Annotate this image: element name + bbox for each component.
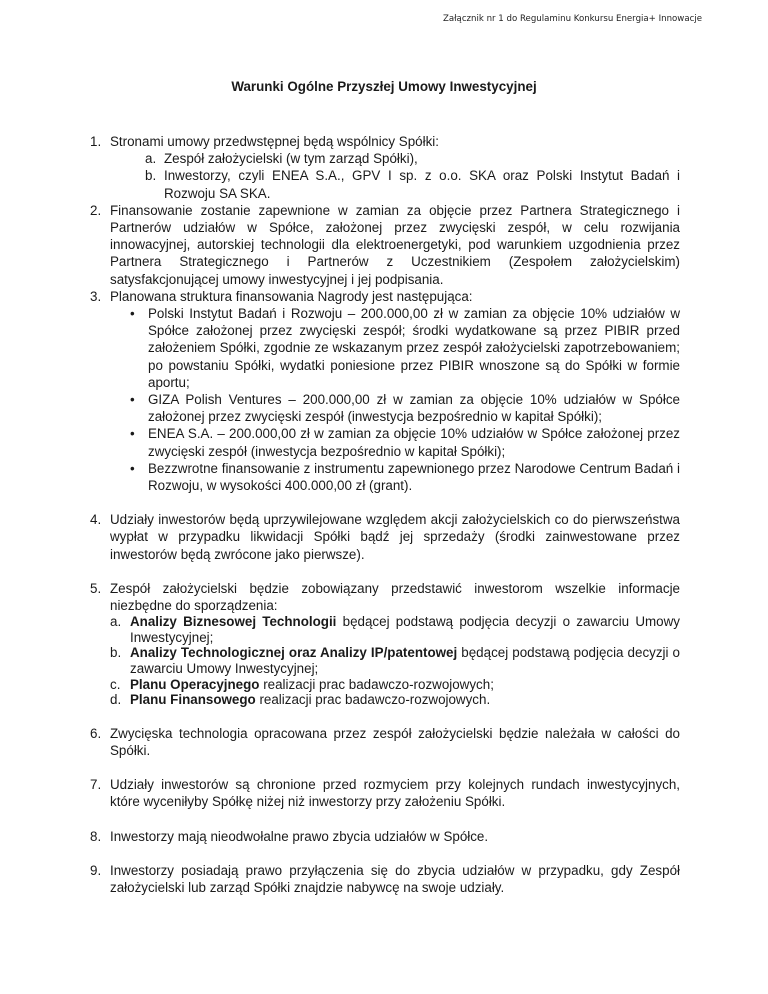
section-text: Zespół założycielski będzie zobowiązany przedstawić inwestorom wszelkie informacje niezbędne do sporządzenia: [110, 580, 680, 614]
sub-item-text: będącej podstawą podjęcia decyzji o zawarciu Umowy Inwestycyjnej; [130, 645, 680, 677]
bullet-text: Bezzwrotne finansowanie z instrumentu zapewnionego przez Narodowe Centrum Badań i Rozwoju, w wysokości 400.000,00 zł (grant). [148, 460, 680, 494]
section-text: Udziały inwestorów są chronione przed rozmyciem przy kolejnych rundach inwestycyjnych, które wyceniłyby Spółkę niżej niż inwestorzy przy założeniu Spółki. [110, 777, 680, 810]
bullet-text: Polski Instytut Badań i Rozwoju – 200.000,00 zł w zamian za objęcie 10% udziałów w Spółce założonej przez zwycięski zespół; środki wydatkowane są przez PIBIR przed założeniem Spółki, zgodnie ze wskazanym przez zespół założycielski zapotrzebowaniem; po powstaniu Spółki, wydatki poniesione przez PIBIR wnoszone są do Spółki w formie aportu; [148, 306, 680, 390]
section-text: Udziały inwestorów będą uprzywilejowane względem akcji założycielskich co do pierwszeństwa wypłat w przypadku likwidacji Spółki bądź jej sprzedaży (środki zainwestowane przez inwestorów będą zwrócone jako pierwsze). [110, 512, 680, 562]
sub-item-letter: a. [110, 614, 122, 630]
sub-item-letter: a. [145, 151, 157, 167]
section-text: Finansowanie zostanie zapewnione w zamian za objęcie przez Partnera Strategicznego i Partnerów udziałów w Spółce, założonej przez zwycięski zespół, w celu rozwijania innowacyjnej, autorskiej technologii dla elektroenergetyki, pod warunkiem uzgodnienia przez Partnera Strategicznego i Partnerów z Uczestnikiem (Zespołem założycielskim) satysfakcjonującej umowy inwestycyjnej i jej podpisania. [110, 202, 680, 287]
sub-item-letter: b. [110, 645, 122, 661]
sub-item [110, 645, 680, 676]
bullet-item [110, 305, 680, 391]
sub-item-bold: Planu Operacyjnego [130, 676, 260, 692]
section-number: 6. [90, 725, 102, 741]
bullet-icon: • [130, 426, 135, 442]
section-3 [90, 288, 680, 305]
sub-item-text: Inwestorzy, czyli ENEA S.A., GPV I sp. z o.o. SKA oraz Polski Instytut Badań i Rozwoju SA SKA. [164, 168, 680, 201]
section-number: 8. [90, 828, 102, 844]
section-9 [90, 862, 680, 896]
sub-item-letter: b. [145, 168, 157, 184]
section-number: 5. [90, 580, 102, 596]
section-number: 3. [90, 288, 102, 304]
sub-item-text: będącej podstawą podjęcia decyzji o zawarciu Umowy Inwestycyjnej; [130, 614, 680, 645]
sub-item-letter: d. [110, 692, 122, 708]
section-7 [90, 776, 680, 810]
section-text: Zwycięska technologia opracowana przez zespół założycielski będzie należała w całości do Spółki. [110, 725, 680, 759]
sub-item [110, 614, 680, 645]
document-body [90, 133, 680, 896]
bullet-icon: • [130, 392, 135, 408]
section-text: Inwestorzy posiadają prawo przyłączenia się do zbycia udziałów w przypadku, gdy Zespół założycielski lub zarząd Spółki znajdzie nabywcę na swoje udziały. [110, 862, 680, 896]
bullet-text: GIZA Polish Ventures – 200.000,00 zł w zamian za objęcie 10% udziałów w Spółce założonej przez zwycięski zespół (inwestycja bezpośrednio w kapitał Spółki); [148, 392, 680, 425]
sub-item-text: Zespół założycielski (w tym zarząd Spółki), [164, 151, 418, 167]
sub-item-bold: Analizy Technologicznej oraz Analizy IP/patentowej [130, 645, 458, 661]
bullet-icon: • [130, 306, 135, 322]
section-4 [90, 511, 680, 563]
section-number: 2. [90, 202, 102, 218]
sub-item [110, 677, 680, 693]
bullet-item [110, 425, 680, 459]
bullet-icon: • [130, 460, 135, 476]
section-2 [90, 202, 680, 288]
header-note: Załącznik nr 1 do Regulaminu Konkursu Energia+ Innowacje [442, 14, 702, 24]
section-5 [90, 580, 680, 614]
section-number: 9. [90, 862, 102, 878]
section-1 [90, 133, 680, 150]
sub-item [110, 150, 680, 167]
sub-item [110, 692, 680, 708]
section-number: 4. [90, 512, 102, 528]
section-8 [90, 828, 680, 845]
section-number: 1. [90, 134, 102, 149]
sub-item-bold: Planu Finansowego [130, 692, 256, 708]
document-title: Warunki Ogólne Przyszłej Umowy Inwestycyjnej [231, 79, 537, 94]
sub-item-letter: c. [110, 676, 121, 692]
bullet-item [110, 391, 680, 425]
section-text: Planowana struktura finansowania Nagrody jest następująca: [110, 288, 473, 304]
sub-item-text: realizacji prac badawczo-rozwojowych; [259, 676, 494, 692]
section-number: 7. [90, 777, 102, 793]
sub-item [110, 167, 680, 201]
sub-item-bold: Analizy Biznesowej Technologii [130, 614, 337, 630]
section-6 [90, 725, 680, 759]
bullet-text: ENEA S.A. – 200.000,00 zł w zamian za objęcie 10% udziałów w Spółce założonej przez zwycięski zespół (inwestycja bezpośrednio w kapitał Spółki); [148, 426, 680, 459]
section-text: Stronami umowy przedwstępnej będą wspólnicy Spółki: [110, 134, 439, 149]
sub-item-text: realizacji prac badawczo-rozwojowych. [255, 692, 491, 708]
section-text: Inwestorzy mają nieodwołalne prawo zbycia udziałów w Spółce. [110, 828, 489, 844]
bullet-item [110, 460, 680, 494]
